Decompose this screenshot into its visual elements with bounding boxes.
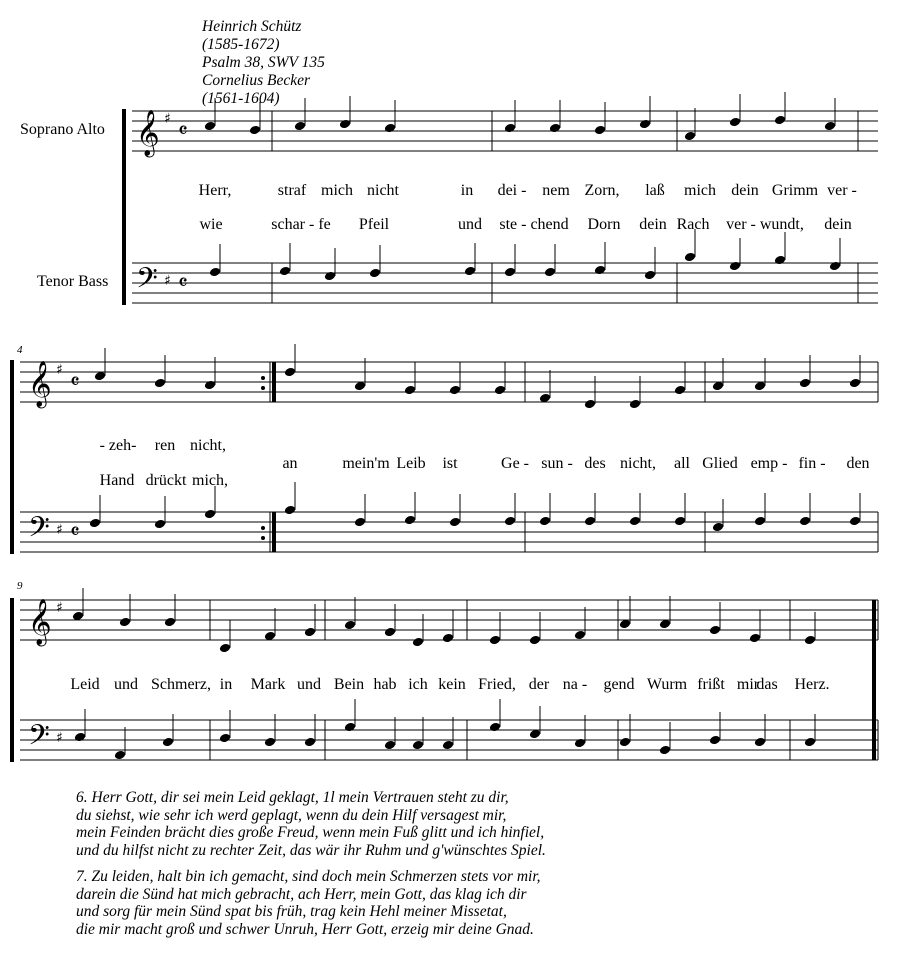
notehead xyxy=(284,367,296,378)
notehead xyxy=(219,643,231,654)
lyric-s2v2-2: mich, xyxy=(192,472,228,489)
verse-7 xyxy=(76,868,541,938)
key-signature-sharp: ♯ xyxy=(164,273,171,289)
notehead xyxy=(639,119,651,130)
lyric-s2c-7: nicht, xyxy=(620,455,656,472)
lyric-s3-4: Mark xyxy=(250,676,286,693)
lyric-s2v1-2: nicht, xyxy=(190,437,226,454)
notehead xyxy=(204,380,216,391)
part-label-upper: Soprano Alto xyxy=(20,121,105,138)
lyric-s3-5: und xyxy=(297,676,321,693)
notehead xyxy=(539,516,551,527)
lyric-s3-9: kein xyxy=(438,676,466,693)
notehead xyxy=(412,637,424,648)
notehead xyxy=(774,255,786,266)
lyric-s2c-4: Ge - xyxy=(501,455,529,472)
notehead xyxy=(729,117,741,128)
notehead xyxy=(799,378,811,389)
notehead xyxy=(89,518,101,529)
measure-number-9: 9 xyxy=(17,580,23,592)
work-title: Psalm 38, SWV 135 xyxy=(202,54,325,71)
lyric-s2v1-1: ren xyxy=(154,437,176,454)
notehead xyxy=(154,519,166,530)
notehead xyxy=(549,123,561,134)
lyric-s1v1-7: Zorn, xyxy=(584,182,620,199)
lyric-s2c-0: an xyxy=(282,455,298,472)
notehead xyxy=(384,627,396,638)
lyric-s1v2-4: ste - chend xyxy=(499,216,569,233)
notehead xyxy=(594,265,606,276)
verse-line: 7. Zu leiden, halt bin ich gemacht, sind doch mein Schmerzen stets vor mir, xyxy=(76,868,541,885)
verse-line: mein Feinden brächt dies große Freud, wenn mein Fuß glitt und ich hinfiel, xyxy=(76,824,545,841)
repeat-dot xyxy=(261,376,265,380)
lyric-s2v2-0: Hand xyxy=(99,472,135,489)
lyric-s3-0: Leid xyxy=(70,676,100,693)
lyric-s2c-6: des xyxy=(584,455,606,472)
notehead xyxy=(824,121,836,132)
verse-line: darein die Sünd hat mich gebracht, ach Herr, mein Gott, das klag ich dir xyxy=(76,885,527,903)
part-label-lower: Tenor Bass xyxy=(37,273,109,290)
lyric-s2c-8: all xyxy=(674,455,690,472)
lyric-s1v1-6: nem xyxy=(542,182,570,199)
lyric-s3-15: frißt xyxy=(697,676,725,693)
notehead xyxy=(354,517,366,528)
lyric-s2v1-0: - zeh- xyxy=(99,437,137,454)
composer-dates: (1585-1672) xyxy=(202,36,280,53)
notehead xyxy=(849,516,861,527)
lyric-s1v1-5: dei - xyxy=(497,182,527,199)
lyric-s1v2-6: dein xyxy=(639,216,667,233)
lyric-s1v1-9: mich xyxy=(684,182,716,199)
notehead xyxy=(114,750,126,761)
lyric-s2c-2: Leib xyxy=(396,455,426,472)
notehead xyxy=(494,385,506,396)
notehead xyxy=(449,385,461,396)
lyric-s3-10: Fried, xyxy=(478,676,516,693)
lyric-s3-14: Wurm xyxy=(646,676,688,693)
treble-clef: 𝄞 xyxy=(136,110,160,156)
notehead xyxy=(529,635,541,646)
lyric-s3-8: ich xyxy=(408,676,428,693)
notehead xyxy=(829,261,841,272)
lyric-s3-17: das xyxy=(756,676,778,693)
notehead xyxy=(204,121,216,132)
poet-name: Cornelius Becker xyxy=(202,72,311,89)
lyric-s2c-12: den xyxy=(846,455,870,472)
verse-line: du siehst, wie sehr ich werd geplagt, wenn du dein Hilf versagest mir, xyxy=(76,806,507,824)
lyric-s1v2-2: Pfeil xyxy=(358,216,390,233)
notehead xyxy=(584,516,596,527)
lyric-s3-3: in xyxy=(219,676,233,693)
time-signature: 𝄴 xyxy=(178,271,188,296)
lyric-s1v2-8: ver - wundt, xyxy=(726,216,804,233)
notehead xyxy=(284,505,296,516)
verse-line: und du hilfst nicht zu rechter Zeit, das wär ihr Ruhm und g'wünschtes Spiel. xyxy=(76,841,546,859)
lyric-s1v2-5: Dorn xyxy=(587,216,621,233)
notehead xyxy=(464,266,476,277)
lyric-s1v1-10: dein xyxy=(731,182,759,199)
notehead xyxy=(619,737,631,748)
notehead xyxy=(384,123,396,134)
verse-6 xyxy=(76,789,546,859)
notehead xyxy=(774,115,786,126)
time-signature: 𝄴 xyxy=(70,370,80,395)
notehead xyxy=(154,378,166,389)
notehead xyxy=(504,267,516,278)
notehead xyxy=(74,732,86,743)
lyric-s1v1-0: Herr, xyxy=(198,182,232,199)
notehead xyxy=(629,399,641,410)
notehead xyxy=(754,737,766,748)
key-signature-sharp: ♯ xyxy=(164,111,171,127)
lyric-s1v1-1: straf xyxy=(277,182,307,199)
lyric-s2c-1: mein'm xyxy=(342,455,390,472)
notehead xyxy=(412,740,424,751)
notehead xyxy=(404,515,416,526)
lyric-s2c-3: ist xyxy=(442,455,458,472)
lyric-s1v2-7: Rach xyxy=(676,216,710,233)
lyric-s1v1-4: in xyxy=(460,182,474,199)
attribution xyxy=(202,18,325,108)
lyric-s1v1-12: ver - xyxy=(827,182,857,199)
notehead xyxy=(709,625,721,636)
notehead xyxy=(749,633,761,644)
notehead xyxy=(162,737,174,748)
notehead xyxy=(544,267,556,278)
notehead xyxy=(674,516,686,527)
notehead xyxy=(279,266,291,277)
notehead xyxy=(574,738,586,749)
lyric-s1v1-3: nicht xyxy=(367,182,399,199)
notehead xyxy=(442,633,454,644)
notehead xyxy=(344,722,356,733)
lyric-s1v1-2: mich xyxy=(321,182,353,199)
notehead xyxy=(659,745,671,756)
notehead xyxy=(264,737,276,748)
lyric-s3-11: der xyxy=(528,676,550,693)
notehead xyxy=(249,125,261,136)
lyric-s1v2-1: schar - fe xyxy=(271,216,331,233)
key-signature-sharp: ♯ xyxy=(56,362,63,378)
notehead xyxy=(504,123,516,134)
notehead xyxy=(489,635,501,646)
notehead xyxy=(804,737,816,748)
time-signature: 𝄴 xyxy=(70,520,80,545)
verse-line: und sorg für mein Sünd spat bis früh, trag kein Hehl meiner Missetat, xyxy=(76,903,507,920)
notehead xyxy=(304,737,316,748)
lyric-s3-7: hab xyxy=(373,676,397,693)
lyric-s3-2: Schmerz, xyxy=(151,676,211,693)
notehead xyxy=(849,378,861,389)
notehead xyxy=(754,516,766,527)
lyric-s3-1: und xyxy=(114,676,138,693)
notehead xyxy=(684,252,696,263)
lyric-s2c-9: Glied xyxy=(702,455,738,472)
notehead xyxy=(712,522,724,533)
notehead xyxy=(119,617,131,628)
bass-clef: 𝄢 xyxy=(136,262,158,302)
lyric-s2c-11: fin - xyxy=(798,455,826,472)
notehead xyxy=(674,385,686,396)
notehead xyxy=(369,268,381,279)
key-signature-sharp: ♯ xyxy=(56,600,63,616)
notehead xyxy=(584,399,596,410)
lyric-s1v1-11: Grimm xyxy=(771,182,819,199)
lyric-s3-12: na - xyxy=(562,676,588,693)
notehead xyxy=(449,517,461,528)
notehead xyxy=(384,740,396,751)
notehead xyxy=(504,516,516,527)
notehead xyxy=(804,635,816,646)
poet-dates: (1561-1604) xyxy=(202,90,280,107)
notehead xyxy=(574,630,586,641)
lyric-s3-13: gend xyxy=(603,676,635,693)
notehead xyxy=(209,267,221,278)
notehead xyxy=(709,735,721,746)
notehead xyxy=(294,121,306,132)
lyric-s2c-10: emp - xyxy=(750,455,788,472)
lyric-s3-18: Herz. xyxy=(794,676,830,693)
measure-number-4: 4 xyxy=(17,344,23,356)
time-signature: 𝄴 xyxy=(178,119,188,144)
notehead xyxy=(404,385,416,396)
bass-clef: 𝄢 xyxy=(28,719,50,759)
lyric-s3-16: mir xyxy=(736,676,760,693)
notehead xyxy=(442,740,454,751)
lyric-s1v2-0: wie xyxy=(199,216,223,233)
notehead xyxy=(684,131,696,142)
repeat-dot xyxy=(261,536,265,540)
treble-clef: 𝄞 xyxy=(28,599,52,645)
notehead xyxy=(629,516,641,527)
key-signature-sharp: ♯ xyxy=(56,522,63,538)
notehead xyxy=(799,516,811,527)
treble-clef: 𝄞 xyxy=(28,361,52,407)
lyric-s2c-5: sun - xyxy=(541,455,573,472)
notehead xyxy=(729,261,741,272)
notehead xyxy=(594,125,606,136)
notehead xyxy=(164,617,176,628)
repeat-dot xyxy=(261,386,265,390)
notehead xyxy=(204,509,216,520)
notehead xyxy=(219,733,231,744)
lyric-s1v2-9: dein xyxy=(824,216,852,233)
notehead xyxy=(344,620,356,631)
verse-line: die mir macht groß und schwer Unruh, Herr Gott, erzeig mir deine Gnad. xyxy=(76,920,534,938)
lyric-s2v2-1: drückt xyxy=(145,472,187,489)
lyric-s1v1-8: laß xyxy=(645,182,665,199)
key-signature-sharp: ♯ xyxy=(56,730,63,746)
repeat-dot xyxy=(261,526,265,530)
notehead xyxy=(644,270,656,281)
notehead xyxy=(489,722,501,733)
verse-line: 6. Herr Gott, dir sei mein Leid geklagt, 1l mein Vertrauen steht zu dir, xyxy=(76,789,509,806)
lyric-s1v2-3: und xyxy=(458,216,482,233)
composer-name: Heinrich Schütz xyxy=(202,18,302,35)
lyric-s3-6: Bein xyxy=(333,676,365,693)
notehead xyxy=(304,627,316,638)
notehead xyxy=(339,119,351,130)
notehead xyxy=(324,271,336,282)
bass-clef: 𝄢 xyxy=(28,511,50,551)
